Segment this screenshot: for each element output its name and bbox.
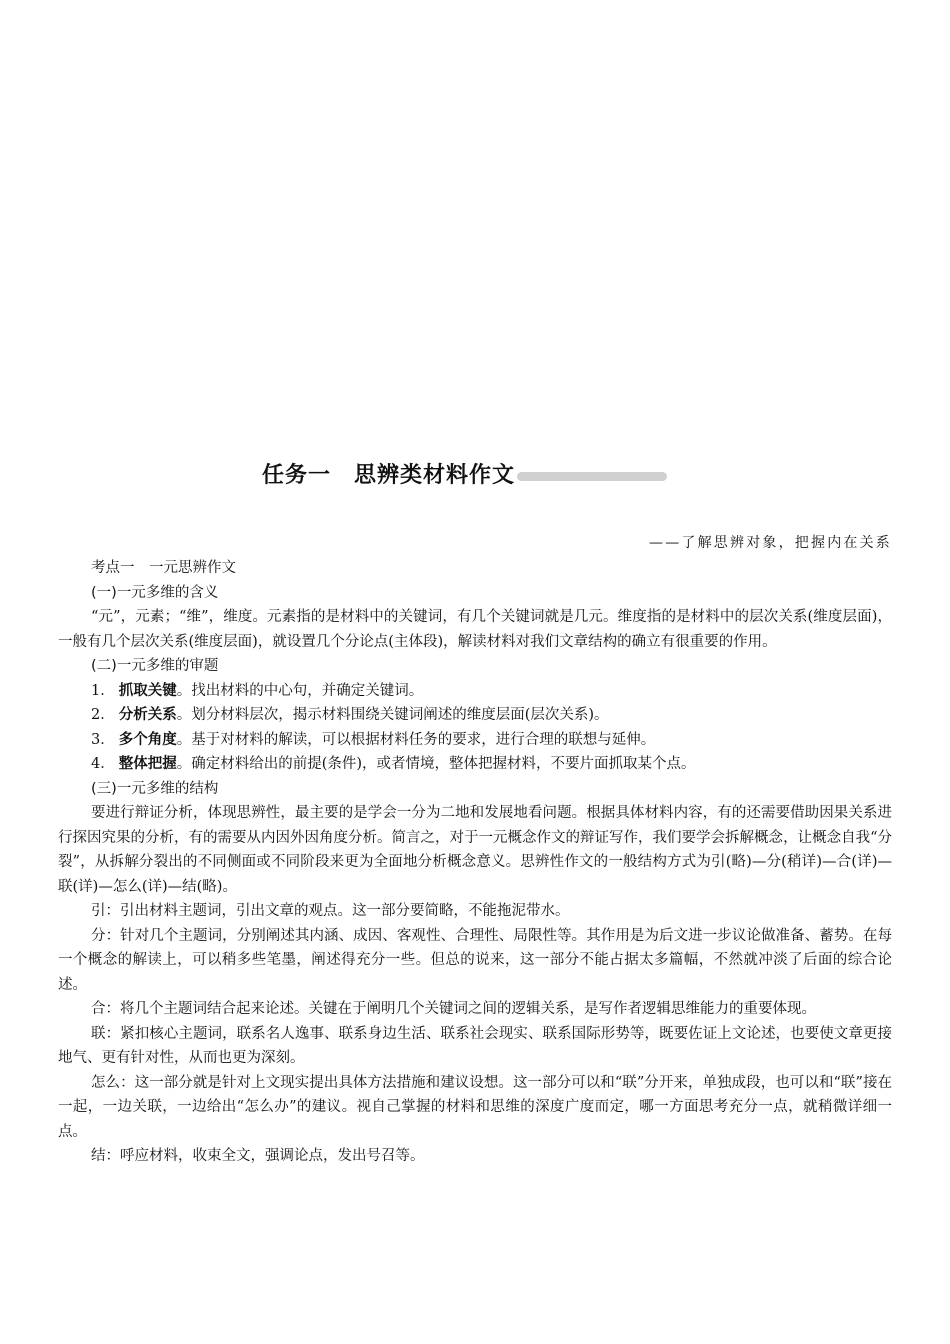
title-row (262, 455, 667, 491)
page-title: 任务一 思辨类材料作文 (262, 462, 516, 488)
subsection-heading-2: (二)一元多维的审题 (91, 658, 219, 674)
list-item-text: 。找出材料的中心句，并确定关键词。 (176, 682, 424, 699)
paragraph-meaning: “元”，元素；“维”，维度。元素指的是材料中的关键词，有几个关键词就是几元。维度指的是材料中的层次关系(维度层面)，一般有几个层次关系(维度层面)，就设置几个分论点(主体段)，解读材料对我们文章结构的确立有很重要的作用。 (58, 609, 892, 650)
list-item-number: 3． (91, 731, 115, 748)
list-item-keyword: 整体把握 (118, 756, 177, 772)
subsection-heading-3: (三)一元多维的结构 (91, 780, 219, 797)
list-item (58, 679, 892, 704)
list-item-number: 4． (91, 756, 115, 772)
paragraph-zenme: 怎么：这一部分就是针对上文现实提出具体方法措施和建议设想。这一部分可以和“联”分开来，单独成段，也可以和“联”接在一起，一边关联，一边给出“怎么办”的建议。视自己掌握的材料和思维的深度广度而定，哪一方面思考充分一点，就稍微详细一点。 (58, 1074, 892, 1140)
paragraph-fen: 分：针对几个主题词，分别阐述其内涵、成因、客观性、合理性、局限性等。其作用是为后文进一步议论做准备、蓄势。在每一个概念的解读上，可以稍多些笔墨，阐述得充分一些。但总的说来，这一部分不能占据太多篇幅，不然就冲淡了后面的综合论述。 (58, 927, 892, 993)
list-item (58, 703, 892, 728)
paragraph-jie: 结：呼应材料，收束全文，强调论点，发出号召等。 (91, 1148, 425, 1164)
list-item-keyword: 分析关系 (118, 707, 177, 723)
title-decoration-bar (517, 472, 667, 481)
list-item-text: 。划分材料层次，揭示材料围绕关键词阐述的维度层面(层次关系)。 (176, 707, 609, 723)
document-body (58, 556, 892, 1169)
paragraph-he: 合：将几个主题词结合起来论述。关键在于阐明几个关键词之间的逻辑关系，是写作者逻辑思维能力的重要体现。 (91, 1001, 816, 1017)
paragraph-yin: 引：引出材料主题词，引出文章的观点。这一部分要简略，不能拖泥带水。 (91, 903, 570, 919)
list-item (58, 752, 892, 777)
section-heading: 考点一 一元思辨作文 (91, 560, 236, 576)
subsection-heading-1: (一)一元多维的含义 (91, 584, 219, 601)
paragraph-lian: 联：紧扣核心主题词，联系名人逸事、联系身边生活、联系社会现实、联系国际形势等，既要佐证上文论述，也要使文章更接地气、更有针对性，从而也更为深刻。 (58, 1025, 892, 1066)
list-item (58, 728, 892, 753)
list-item-text: 。确定材料给出的前提(条件)，或者情境，整体把握材料，不要片面抓取某个点。 (176, 756, 696, 772)
list-item-number: 1． (91, 682, 115, 699)
page-subtitle: ——了解思辨对象，把握内在关系 (649, 535, 892, 551)
list-item-text: 。基于对材料的解读，可以根据材料任务的要求，进行合理的联想与延伸。 (176, 731, 656, 748)
paragraph-structure-intro: 要进行辩证分析，体现思辨性，最主要的是学会一分为二地和发展地看问题。根据具体材料内容，有的还需要借助因果关系进行探因究果的分析，有的需要从内因外因角度分析。简言之，对于一元概念作文的辩证写作，我们要学会拆解概念，让概念自我“分裂”，从拆解分裂出的不同侧面或不同阶段来更为全面地分析概念意义。思辨性作文的一般结构方式为引(略)—分(稍详)—合(详)—联(详)—怎么(详)—结(略)。 (58, 805, 892, 895)
list-item-number: 2． (91, 707, 115, 723)
list-item-keyword: 抓取关键 (118, 682, 177, 699)
list-item-keyword: 多个角度 (118, 731, 177, 748)
